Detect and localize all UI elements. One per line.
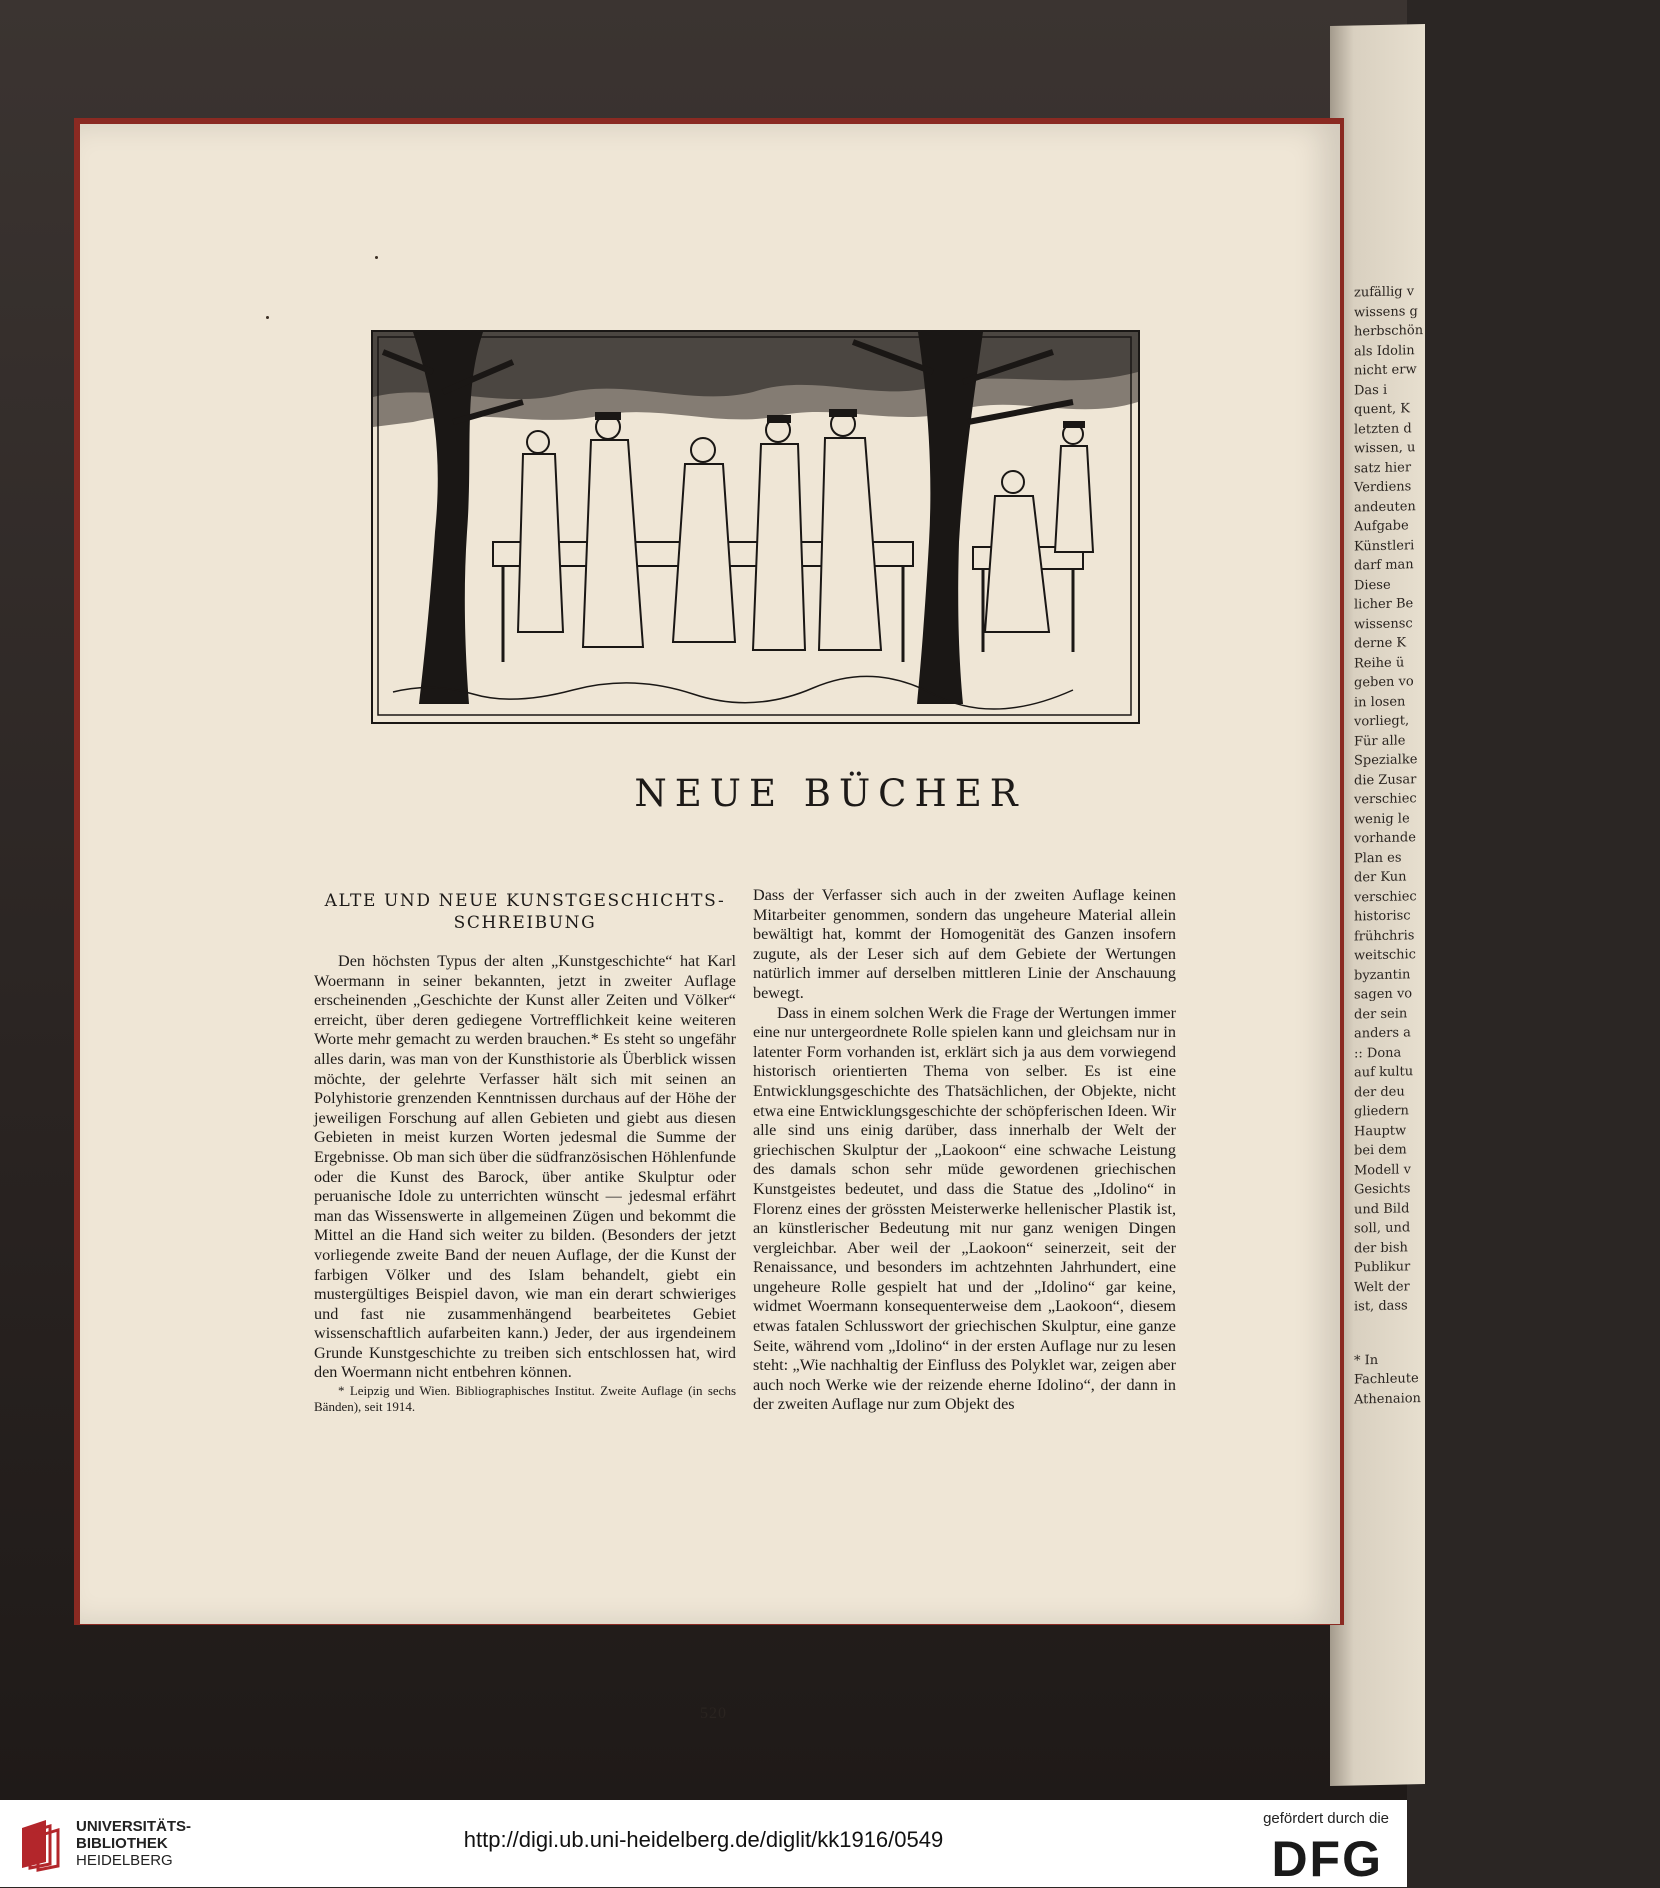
paper-speck [375, 256, 378, 259]
facing-page-line: Künstleri [1354, 537, 1415, 554]
facing-page-line: anders a [1354, 1025, 1411, 1042]
facing-page-line: Aufgabe [1354, 518, 1409, 535]
article-paragraph: Den höchsten Typus der alten „Kunstgeschichte“ hat Karl Woermann in seiner bekannten, jetzt in zweiter Auflage erscheinenden „Geschichte der Kunst aller Zeiten und Völker“ erreicht, über deren gediegene Vortrefflichkeit keine weiteren Worte mehr gemacht zu werden brauchen.* Es steht so ungefähr alles darin, was man von der Kunsthistorie als Überblick wissen möchte, der gelehrte Verfasser hält sich mit seinen an Polyhistorie grenzenden Kenntnissen durchaus auf der Höhe der jeweiligen Forschung auf allen Gebieten und giebt aus diesen Gebieten in meist kurzen Worten jedesmal die Summe der Ergebnisse. Ob man sich über die südfranzösischen Höhlenfunde oder die Kunst des Barock, über antike Skulptur oder peruanische Idole zu unterrichten wünscht — jedesmal erfährt man das Wissenswerte in allgemeinen Zügen und bekommt die Mittel an die Hand sich weiter zu bilden. (Besonders der jetzt vorliegende zweite Band der neuen Auflage, der die Kunst der farbigen Völker und des Islam behandelt, giebt ein mustergültiges Beispiel davon, wie man ein derart schwieriges und fast nie zusammenhängend bearbeitetes Gebiet wissenschaftlich aufarbeiten kann.) Jeder, der aus irgendeinem Grunde Kunstgeschichte zu treiben sich entschlossen hat, wird den Woermann nicht entbehren können. [314, 952, 736, 1382]
article-title-line: ALTE UND NEUE KUNSTGESCHICHTS- [324, 891, 726, 911]
facing-page-line: weitschic [1354, 947, 1416, 964]
facing-page-line: Gesichts [1354, 1181, 1411, 1198]
facing-page-line: sagen vo [1354, 986, 1413, 1003]
facing-page-line: frühchris [1354, 927, 1415, 944]
facing-page-line: ist, dass [1354, 1298, 1408, 1315]
facing-page-line: nicht erw [1354, 362, 1417, 379]
facing-page-line: Welt der [1354, 1278, 1410, 1295]
institution-line: UNIVERSITÄTS- [76, 1818, 192, 1835]
facing-page-line: der sein [1354, 1005, 1408, 1022]
facing-page-line: Reihe ü [1354, 654, 1405, 671]
facing-page-line: zufällig v [1354, 284, 1415, 301]
page-number: 520 [700, 1705, 727, 1722]
facing-page-line: Verdiens [1354, 479, 1412, 496]
facing-page-line: wissen, u [1354, 440, 1416, 457]
permalink-url[interactable]: http://digi.ub.uni-heidelberg.de/diglit/kk1916/0549 [463, 1827, 944, 1852]
dfg-logo: DFG [1271, 1831, 1383, 1887]
facing-page-line: der bish [1354, 1239, 1408, 1256]
facing-page-footnote-line: Athenaion [1354, 1390, 1421, 1407]
paper-speck [266, 316, 269, 319]
illustration-drawing [373, 332, 1138, 722]
right-column [753, 886, 1176, 1415]
facing-page-line: wissens g [1354, 303, 1418, 320]
facing-page-line: verschiec [1354, 888, 1417, 905]
facing-page-line: Für alle [1354, 732, 1406, 749]
facing-page-line: Plan es [1354, 849, 1402, 866]
facing-page-line: herbschön [1354, 323, 1424, 340]
facing-page-line: gliedern [1354, 1103, 1409, 1120]
facing-page-line: vorliegt, [1354, 713, 1410, 730]
facing-page-line: letzten d [1354, 420, 1412, 437]
facing-page [1330, 24, 1425, 1786]
footer-bar [0, 1800, 1407, 1887]
facing-page-line: die Zusar [1354, 771, 1417, 788]
facing-page-line: Spezialke [1354, 752, 1418, 769]
facing-page-line: Modell v [1354, 1161, 1411, 1178]
facing-page-line: satz hier [1354, 459, 1412, 476]
facing-page-line: historisc [1354, 908, 1411, 925]
facing-page-footnote-line: Fachleute [1354, 1371, 1419, 1388]
facing-page-line: licher Be [1354, 596, 1414, 613]
facing-page-line: Diese [1354, 577, 1391, 593]
facing-page-line: der Kun [1354, 869, 1407, 886]
facing-page-line: byzantin [1354, 966, 1411, 983]
facing-page-line: verschiec [1354, 791, 1417, 808]
facing-page-line: derne K [1354, 635, 1407, 652]
facing-page-footnote [1330, 1350, 1425, 1410]
funding-note: gefördert durch die [1263, 1810, 1389, 1827]
facing-page-line: wissensc [1354, 615, 1413, 632]
facing-page-line: Publikur [1354, 1259, 1411, 1276]
book-market-illustration [371, 330, 1140, 724]
facing-page-line: auf kultu [1354, 1064, 1414, 1081]
facing-page-line: quent, K [1354, 401, 1410, 418]
article-title-line: SCHREIBUNG [453, 913, 597, 933]
facing-page-line: wenig le [1354, 810, 1410, 827]
page-headline: NEUE BÜCHER [634, 772, 1026, 815]
facing-page-line: bei dem [1354, 1142, 1407, 1159]
footnote: * Leipzig und Wien. Bibliographisches Institut. Zweite Auflage (in sechs Bänden), seit 1914. [314, 1383, 736, 1415]
article-paragraph: Dass der Verfasser sich auch in der zweiten Auflage keinen Mitarbeiter genommen, sondern das ungeheure Material allein bewältigt hat, kommt der Homogenität des Ganzen insofern zugute, als der Leser sich auf dem Gebiete der Wertungen natürlich immer auf derselben mittleren Linie der Anschauung bewegt. [753, 886, 1176, 1002]
facing-page-line: als Idolin [1354, 342, 1415, 359]
facing-page-footnote-line: * In [1354, 1352, 1379, 1368]
facing-page-line: und Bild [1354, 1200, 1410, 1217]
facing-page-line: geben vo [1354, 674, 1414, 691]
facing-page-line: :: Dona [1354, 1045, 1402, 1061]
facing-page-line: der deu [1354, 1083, 1405, 1100]
institution-line: BIBLIOTHEK [76, 1835, 168, 1852]
article-title [314, 890, 736, 934]
facing-page-line: Das i [1354, 382, 1388, 398]
article-paragraph: Dass in einem solchen Werk die Frage der Wertungen immer eine nur untergeordnete Rolle spielen kann und gleichsam nur in latenter Form vorhanden ist, erklärt sich ja aus dem vorwiegend historisch orientierten Thema von selber. Es ist eine Entwicklungsgeschichte des Thatsächlichen, der Objekte, nicht etwa eine Entwicklungsgeschichte der schöpferischen Ideen. Wir alle sind uns einig darüber, dass innerhalb der Welt der griechischen Skulptur der „Laokoon“ eine schwache Leistung des damals schon sehr müde gewordenen griechischen Kunstgeistes bedeutet, und dass die Statue des „Idolino“ in Florenz eines der grössten Meisterwerke hellenischer Plastik ist, an künstlerischer Bedeutung mit nur ganz wenigen Dingen vergleichbar. Aber weil der „Laokoon“ seinerzeit, seit der Renaissance, und besonders im achtzehnten Jahrhundert, eine ungeheure Rolle gespielt hat und der „Idolino“ gar keine, widmet Woermann konsequenterweise dem „Laokoon“, diesem etwas fatalen Schlusswort der griechischen Skulptur, eine ganze Seite, während vom „Idolino“ in der ersten Auflage nur zu lesen steht: „Wie nachhaltig der Einfluss des Polyklet war, zeigen aber auch noch Werke wie der reizende eherne Idolino“, der dann in der zweiten Auflage nur zum Objekt des [753, 1003, 1176, 1414]
facing-page-line: soll, und [1354, 1220, 1411, 1237]
left-column [314, 890, 736, 1415]
facing-page-line: in losen [1354, 693, 1406, 710]
institution-line: HEIDELBERG [76, 1852, 173, 1869]
facing-page-line: vorhande [1354, 830, 1416, 847]
facing-page-line: andeuten [1354, 498, 1416, 515]
facing-page-line: darf man [1354, 557, 1414, 574]
facing-page-line: Hauptw [1354, 1122, 1407, 1139]
